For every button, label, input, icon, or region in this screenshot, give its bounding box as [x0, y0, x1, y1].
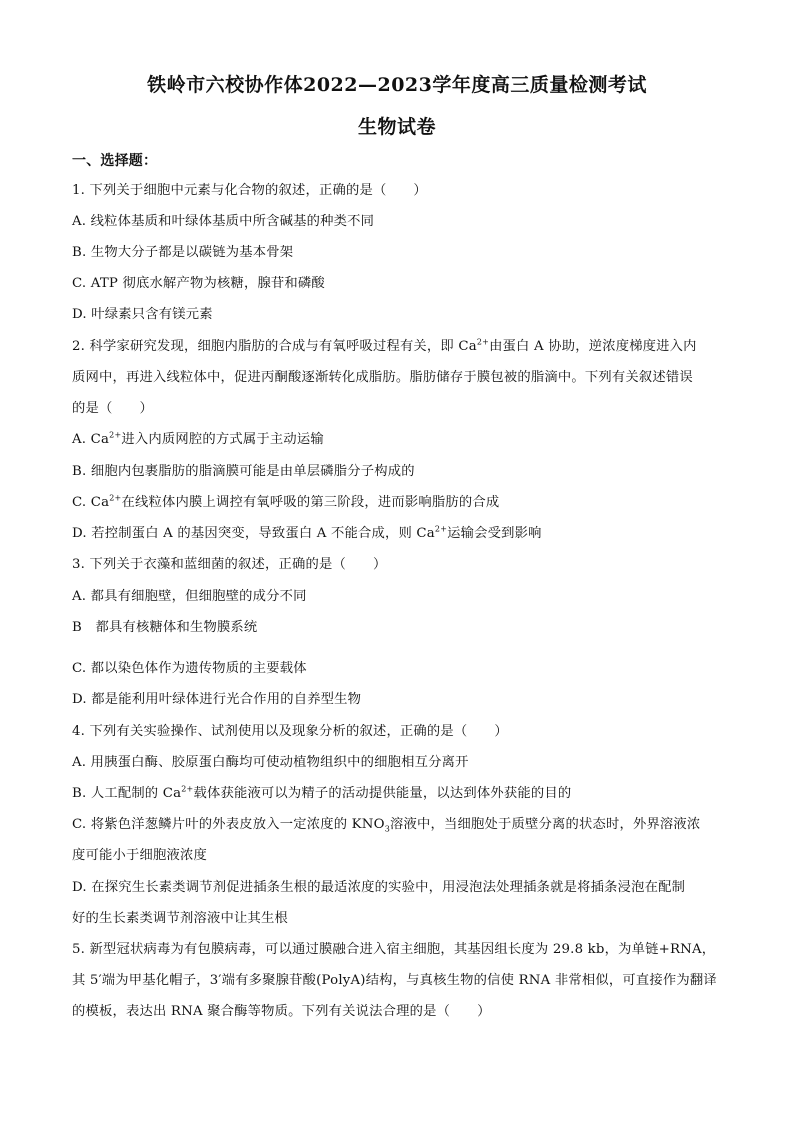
q4-option-a: A. 用胰蛋白酶、胶原蛋白酶均可使动植物组织中的细胞相互分离开 — [72, 755, 469, 770]
q2-stem-line3: 的是（ ） — [72, 401, 153, 416]
q4-option-c-line1 — [72, 816, 732, 834]
q2-option-d-pre: D. 若控制蛋白 A 的基因突变，导致蛋白 A 不能合成，则 Ca — [72, 526, 435, 541]
exam-title: 铁岭市六校协作体2022—2023学年度高三质量检测考试 — [147, 74, 647, 96]
q4-option-d-line2: 好的生长素类调节剂溶液中让其生根 — [72, 911, 288, 926]
q2-option-a-post: 进入内质网腔的方式属于主动运输 — [121, 432, 324, 447]
q2-stem-line1-post: 由蛋白 A 协助，逆浓度梯度进入内 — [489, 339, 697, 354]
q2-option-c-pre: C. Ca — [72, 495, 110, 510]
q1-option-c: C. ATP 彻底水解产物为核糖，腺苷和磷酸 — [72, 276, 325, 291]
ion-charge: 2+ — [109, 493, 122, 503]
q2-option-b: B. 细胞内包裹脂肪的脂滴膜可能是由单层磷脂分子构成的 — [72, 464, 415, 479]
q5-stem-line3: 的模板，表达出 RNA 聚合酶等物质。下列有关说法合理的是（ ） — [72, 1004, 491, 1019]
q4-option-b — [72, 785, 732, 803]
ion-charge: 2+ — [476, 337, 490, 347]
q2-option-d-post: 运输会受到影响 — [447, 526, 542, 541]
q4-stem: 4. 下列有关实验操作、试剂使用以及现象分析的叙述，正确的是（ ） — [72, 724, 508, 739]
q3-stem: 3. 下列关于衣藻和蓝细菌的叙述，正确的是（ ） — [72, 557, 387, 572]
section-heading: 一、选择题： — [72, 153, 158, 169]
q4-option-b-pre: B. 人工配制的 Ca — [72, 786, 182, 801]
q2-option-c — [72, 494, 732, 512]
q4-option-d-line1: D. 在探究生长素类调节剂促进插条生根的最适浓度的实验中，用浸泡法处理插条就是将插条浸泡在配制 — [72, 880, 686, 895]
q4-option-c-post: 溶液中，当细胞处于质壁分离的状态时，外界溶液浓 — [390, 817, 701, 832]
q5-stem-line1: 5. 新型冠状病毒为有包膜病毒，可以通过膜融合进入宿主细胞，其基因组长度为 29.8 kb，为单链+RNA， — [72, 942, 716, 957]
q1-option-d: D. 叶绿素只含有镁元素 — [72, 307, 213, 322]
q1-option-b: B. 生物大分子都是以碳链为基本骨架 — [72, 245, 294, 260]
q3-option-a: A. 都具有细胞壁，但细胞壁的成分不同 — [72, 589, 307, 604]
q3-option-b: B 都具有核糖体和生物膜系统 — [72, 620, 258, 635]
q2-stem-line2: 质网中，再进入线粒体中，促进丙酮酸逐渐转化成脂肪。脂肪储存于膜包被的脂滴中。下列有关叙述错误 — [72, 370, 693, 385]
q4-option-b-post: 载体获能液可以为精子的活动提供能量，以达到体外获能的目的 — [193, 786, 572, 801]
q2-option-a — [72, 431, 732, 449]
q1-stem: 1. 下列关于细胞中元素与化合物的叙述，正确的是（ ） — [72, 183, 427, 198]
q1-option-a: A. 线粒体基质和叶绿体基质中所含碱基的种类不同 — [72, 214, 375, 229]
q3-option-d: D. 都是能利用叶绿体进行光合作用的自养型生物 — [72, 692, 362, 707]
q4-option-c-line2: 度可能小于细胞液浓度 — [72, 848, 207, 863]
q2-option-a-pre: A. Ca — [72, 432, 110, 447]
q4-option-c-pre: C. 将紫色洋葱鳞片叶的外表皮放入一定浓度的 KNO — [72, 817, 385, 832]
q2-stem-line1 — [72, 338, 732, 356]
q2-stem-line1-pre: 2. 科学家研究发现，细胞内脂肪的合成与有氧呼吸过程有关，即 Ca — [72, 339, 477, 354]
ion-charge: 2+ — [109, 430, 122, 440]
q2-option-d — [72, 525, 732, 543]
subscript: 3 — [384, 824, 390, 834]
ion-charge: 2+ — [434, 524, 448, 534]
q5-stem-line2: 其 5′端为甲基化帽子，3′端有多聚腺苷酸(PolyA)结构，与真核生物的信使 RNA 非常相似，可直接作为翻译 — [72, 973, 717, 988]
q3-option-c: C. 都以染色体作为遗传物质的主要载体 — [72, 661, 307, 676]
q2-option-c-post: 在线粒体内膜上调控有氧呼吸的第三阶段，进而影响脂肪的合成 — [121, 495, 500, 510]
exam-subtitle: 生物试卷 — [357, 116, 436, 138]
ion-charge: 2+ — [181, 784, 194, 794]
